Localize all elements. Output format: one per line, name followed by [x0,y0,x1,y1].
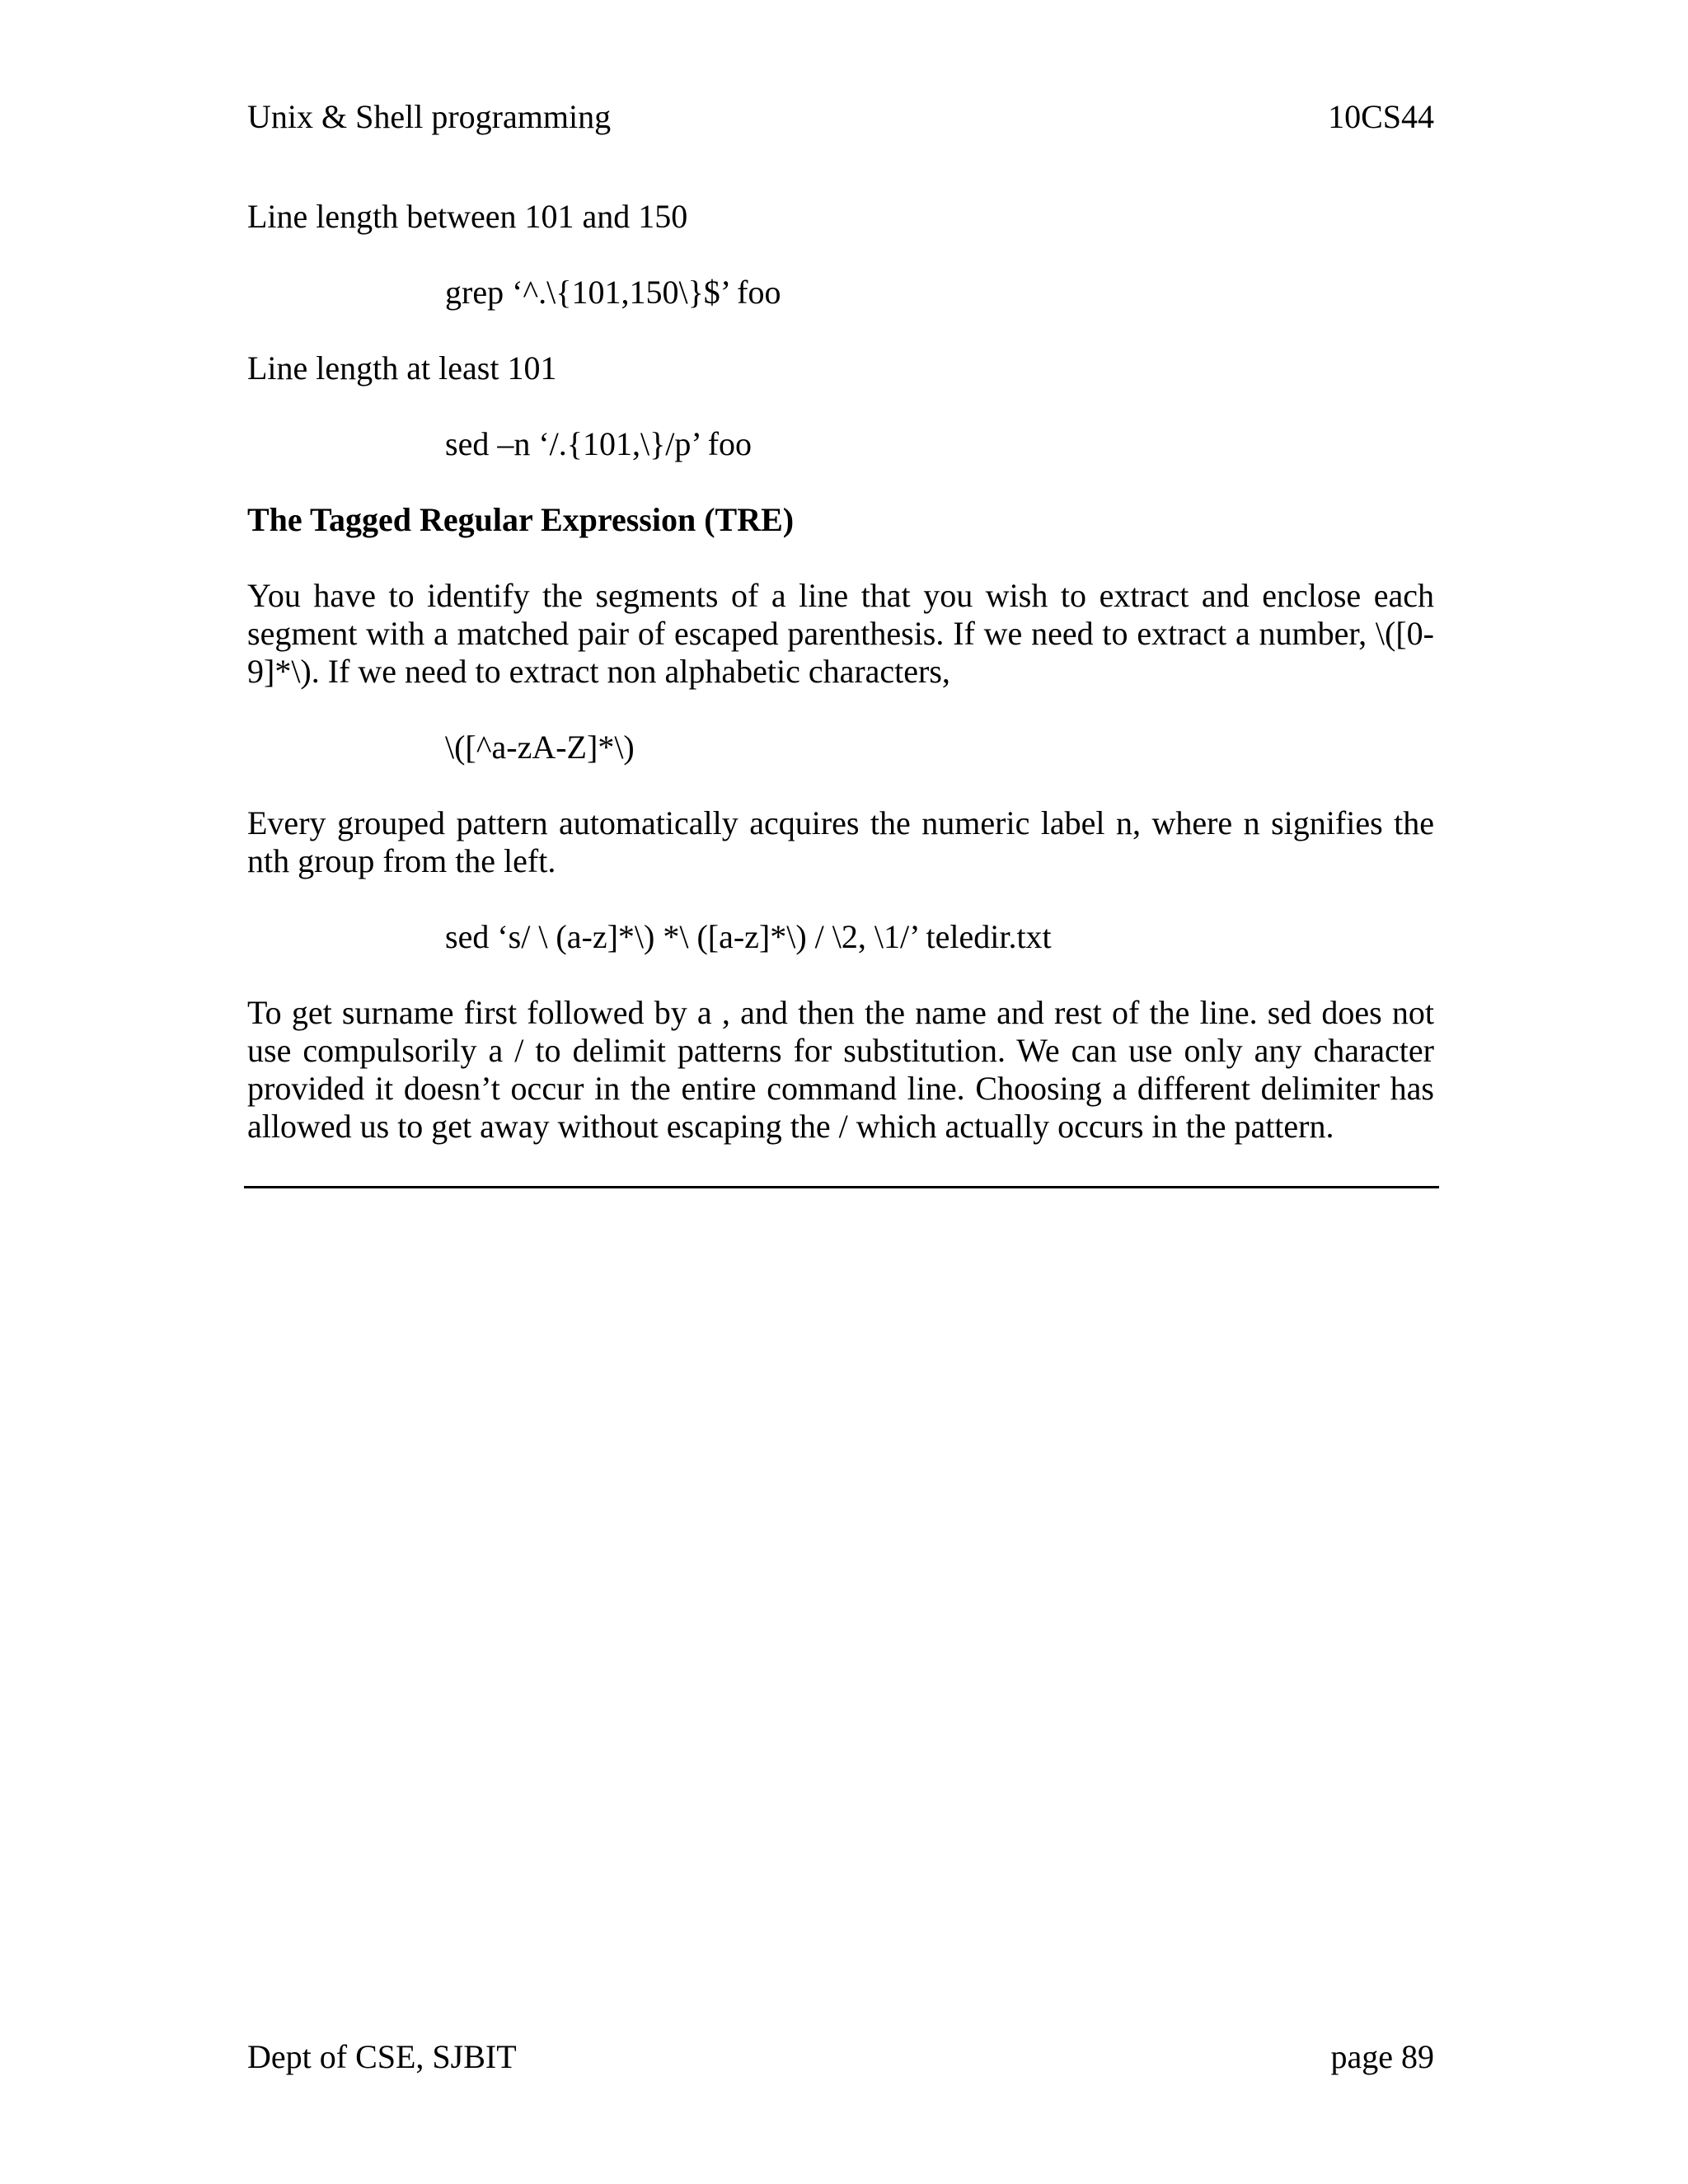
page-footer [247,2037,1434,2077]
section-heading: The Tagged Regular Expression (TRE) [247,501,795,538]
delimiter-paragraph: To get surname first followed by a , and then the name and rest of the line. sed does not use compulsorily a / to delimit patterns for substitution. We can use only any character provided it doesn’t occur in the entire command line. Choosing a different delimiter has allowed us to get away without escaping the / which actually occurs in the pattern. [247,994,1434,1145]
page-content [247,198,1434,1146]
page-header [247,97,1434,137]
line-length-range-label: Line length between 101 and 150 [247,198,688,235]
header-course-code: 10CS44 [1328,98,1434,135]
grep-command: grep ‘^.\{101,150\}$’ foo [445,274,781,311]
non-alpha-pattern: \([^a-zA-Z]*\) [445,729,635,766]
grouped-pattern-paragraph: Every grouped pattern automatically acquires the numeric label n, where n signifies the nth group from the left. [247,804,1434,879]
line-length-min-label: Line length at least 101 [247,349,557,387]
sed-substitute-command: sed ‘s/ \ (a-z]*\) *\ ([a-z]*\) / \2, \1/’ teledir.txt [445,918,1052,955]
footer-department: Dept of CSE, SJBIT [247,2038,517,2075]
footer-page-number: page 89 [1330,2038,1434,2075]
horizontal-rule [244,1186,1439,1188]
sed-print-command: sed –n ‘/.{101,\}/p’ foo [445,425,753,462]
header-title: Unix & Shell programming [247,98,612,135]
tre-paragraph: You have to identify the segments of a line that you wish to extract and enclose each segment with a matched pair of escaped parenthesis. If we need to extract a number, \([0-9]*\). If we need to extract non alphabetic characters, [247,577,1434,690]
